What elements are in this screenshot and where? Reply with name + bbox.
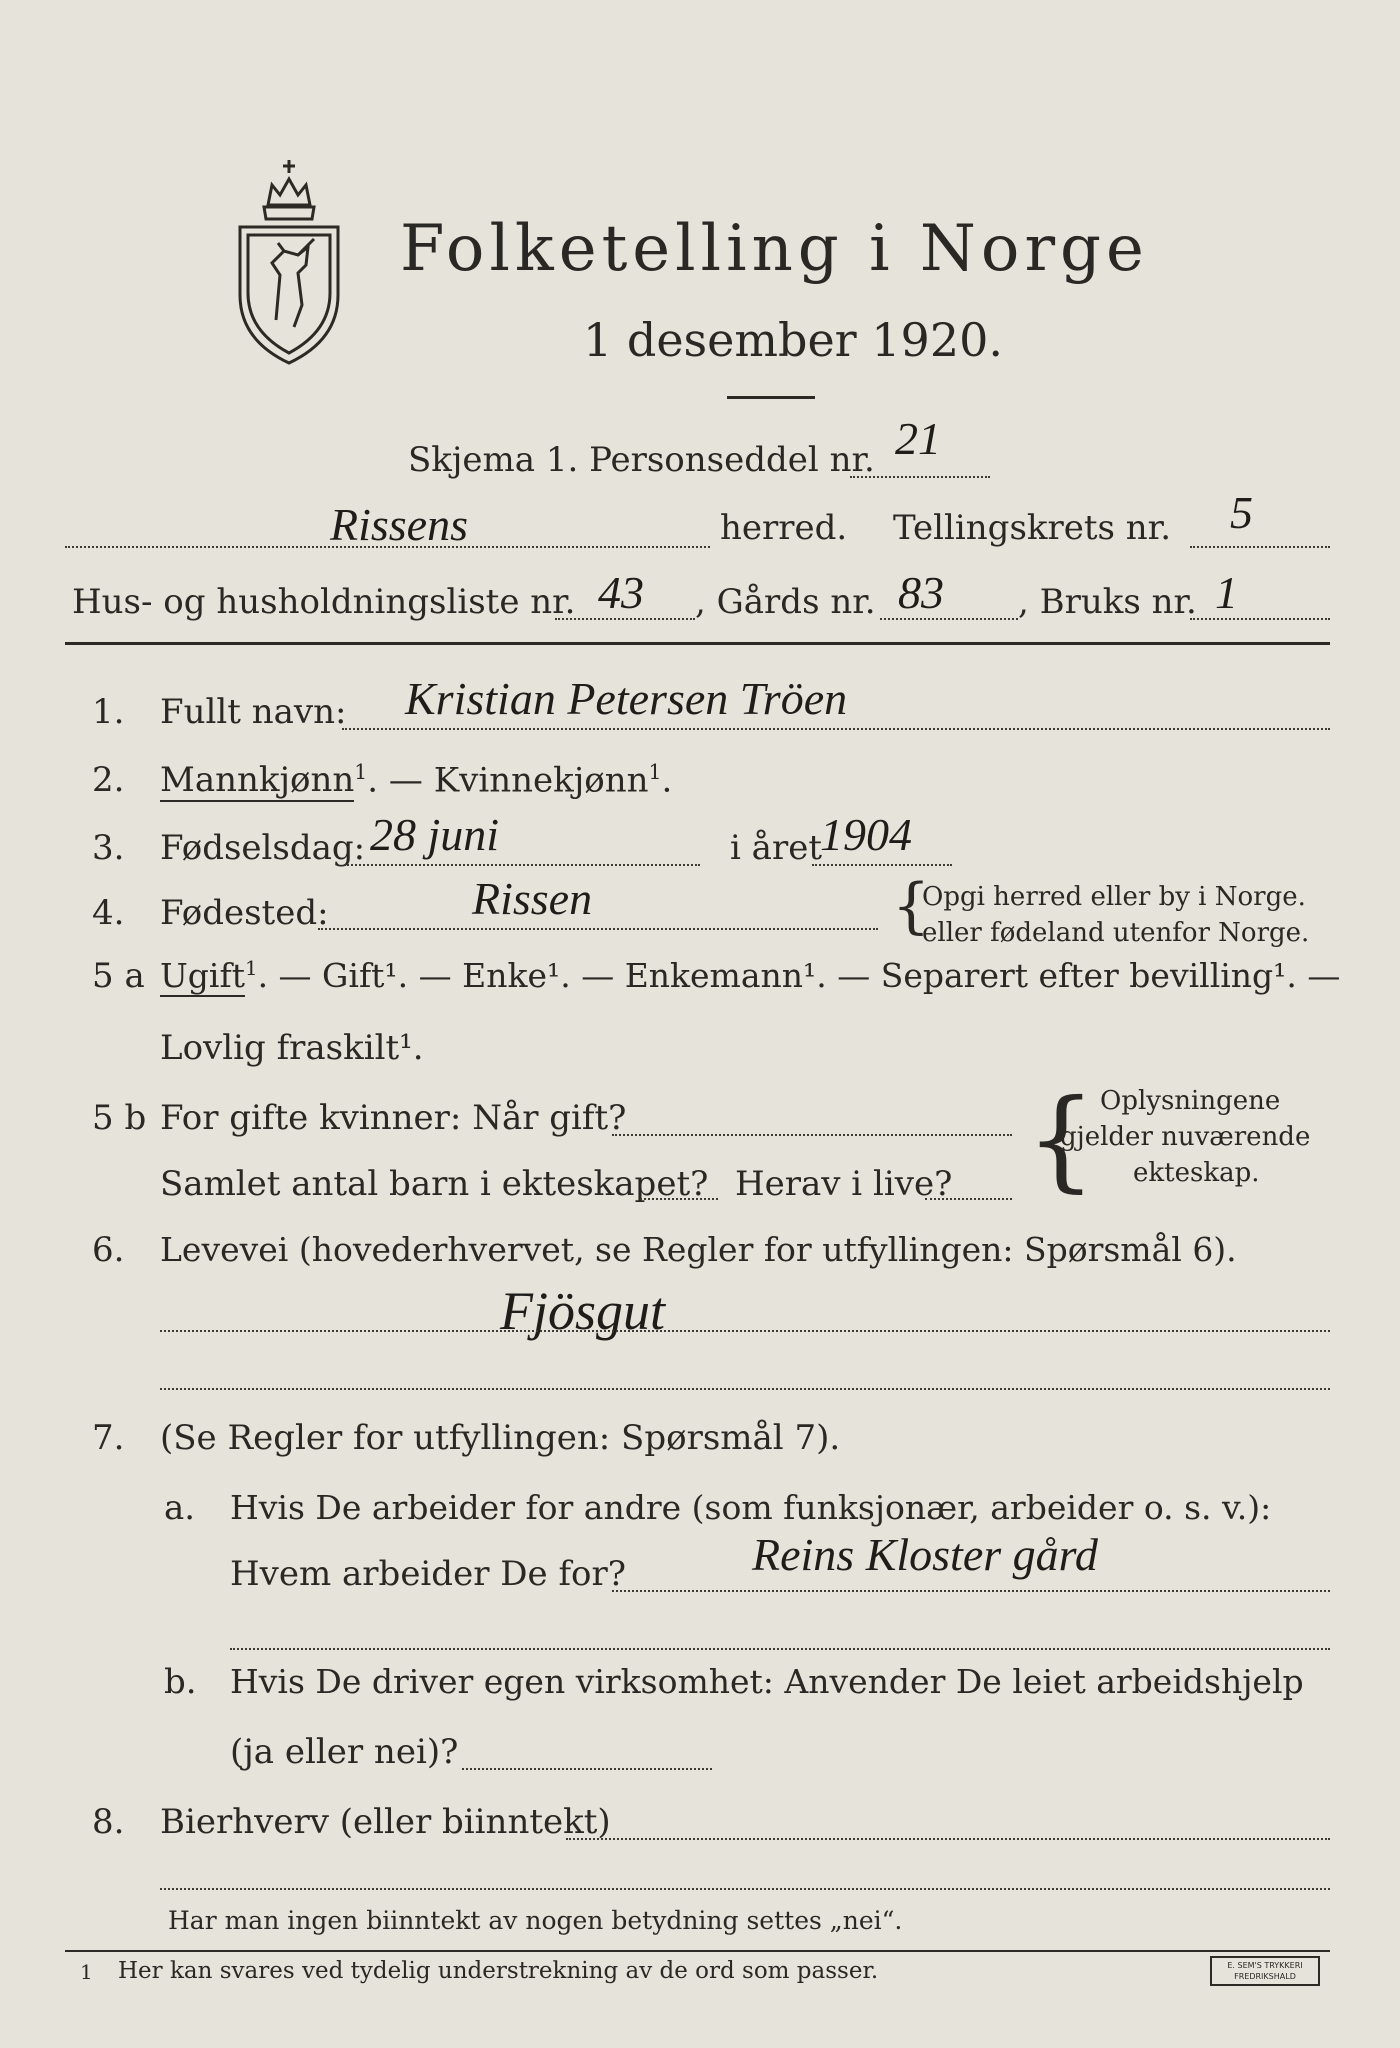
q7a-line1: Hvis De arbeider for andre (som funksjonær, arbeider o. s. v.):: [230, 1488, 1272, 1527]
q7b-line: [462, 1768, 712, 1770]
q6-number: 6.: [92, 1230, 125, 1270]
q5b-label2: Samlet antal barn i ekteskapet?: [160, 1164, 709, 1204]
q8-label: Bierhverv (eller biinntekt): [160, 1802, 611, 1842]
q6-line1: [160, 1330, 1330, 1332]
q7b-line1: Hvis De driver egen virksomhet: Anvender De leiet arbeidshjelp: [230, 1662, 1304, 1701]
q5a-line1: Ugift$^1$. — Gift¹. — Enke¹. — Enkemann¹. — Separert efter bevilling¹. —: [160, 956, 1341, 995]
q1-full-name: Kristian Petersen Tröen: [405, 673, 848, 724]
q7-label: (Se Regler for utfyllingen: Spørsmål 7).: [160, 1418, 841, 1458]
personseddel-number: 21: [895, 413, 941, 464]
q5b-brace: {: [1026, 1075, 1096, 1203]
tellingskrets-line: [1190, 546, 1330, 548]
q7a-extra-line: [230, 1648, 1330, 1650]
tellingskrets-label: Tellingskrets nr.: [893, 508, 1172, 548]
q2-number: 2.: [92, 760, 125, 800]
q5b-note-line1: Oplysningene: [1100, 1086, 1281, 1116]
q4-label: Fødested:: [160, 893, 329, 933]
q2-male-option: Mannkjønn: [160, 760, 355, 801]
q4-birthplace: Rissen: [472, 873, 593, 924]
q2-female-option: Kvinnekjønn: [433, 760, 649, 801]
form-title: Folketelling i Norge: [400, 212, 1149, 286]
husliste-label: Hus- og husholdningsliste nr.: [72, 582, 576, 622]
footnote-text: Her kan svares ved tydelig understrekning av de ord som passer.: [118, 1958, 879, 1984]
bruks-label: , Bruks nr.: [1018, 582, 1197, 622]
bruks-line: [1190, 618, 1330, 620]
q8-line1: [566, 1838, 1330, 1840]
q3-number: 3.: [92, 828, 125, 868]
q5a-ugift-option: Ugift: [160, 956, 245, 995]
printer-mark: [1210, 1956, 1320, 1986]
q3-birth-year: 1904: [820, 809, 912, 860]
q1-line: [342, 728, 1330, 730]
q4-number: 4.: [92, 893, 125, 933]
footer-note: Har man ingen biinntekt av nogen betydning settes „nei“.: [168, 1906, 903, 1935]
herred-value: Rissens: [330, 499, 468, 550]
q5b-label3: Herav i live?: [735, 1164, 953, 1204]
q5b-when-line: [612, 1134, 1012, 1136]
bruks-value: 1: [1215, 567, 1238, 618]
schema-label: Skjema 1. Personseddel nr.: [408, 440, 875, 480]
husliste-value: 43: [598, 567, 644, 618]
q1-label: Fullt navn:: [160, 692, 347, 732]
q5a-line2: Lovlig fraskilt¹.: [160, 1028, 424, 1068]
q5b-alive-line: [925, 1198, 1012, 1200]
q7a-letter: a.: [164, 1488, 196, 1528]
header-rule: [65, 642, 1330, 645]
q7a-employer-line: [612, 1590, 1330, 1592]
gards-value: 83: [898, 567, 944, 618]
footnote-mark: 1: [80, 1960, 93, 1984]
q4-line: [318, 928, 878, 930]
q3-birthdate: 28 juni: [370, 809, 500, 860]
q1-number: 1.: [92, 692, 125, 732]
q6-line2: [160, 1388, 1330, 1390]
personseddel-line: [850, 476, 990, 478]
q2-gender-line: Mannkjønn$^1$. — Kvinnekjønn$^1$.: [160, 760, 673, 801]
q7a-line2: Hvem arbeider De for?: [230, 1554, 626, 1594]
q6-label: Levevei (hovederhvervet, se Regler for utfyllingen: Spørsmål 6).: [160, 1230, 1237, 1269]
q7-number: 7.: [92, 1418, 125, 1458]
q8-line2: [160, 1888, 1330, 1890]
q8-number: 8.: [92, 1802, 125, 1842]
q7b-letter: b.: [164, 1662, 197, 1702]
q5b-label1: For gifte kvinner: Når gift?: [160, 1098, 627, 1138]
gards-label: , Gårds nr.: [695, 582, 876, 622]
q7a-employer: Reins Kloster gård: [752, 1529, 1098, 1580]
q3-year-label: i året: [730, 828, 822, 868]
q3-date-line: [344, 864, 700, 866]
footer-rule: [65, 1950, 1330, 1952]
q4-note-line1: Opgi herred eller by i Norge.: [922, 882, 1306, 912]
printer-name: E. SEM'S TRYKKERI: [1227, 1961, 1303, 1970]
q5a-number: 5 a: [92, 956, 145, 996]
census-date: 1 desember 1920.: [583, 313, 1003, 367]
q4-brace: {: [892, 871, 931, 941]
q6-occupation: Fjösgut: [500, 1281, 666, 1341]
q3-year-line: [812, 864, 952, 866]
herred-label: herred.: [720, 508, 848, 548]
q5b-children-line: [640, 1198, 718, 1200]
printer-city: FREDRIKSHALD: [1234, 1972, 1296, 1981]
q5b-note-line2: gjelder nuværende: [1060, 1122, 1311, 1152]
title-divider: [727, 396, 815, 399]
q5b-number: 5 b: [92, 1098, 147, 1138]
norwegian-coat-of-arms-icon: [228, 155, 350, 370]
q4-note-line2: eller fødeland utenfor Norge.: [922, 918, 1310, 948]
q5b-note-line3: ekteskap.: [1133, 1158, 1260, 1188]
q3-label: Fødselsdag:: [160, 828, 366, 868]
tellingskrets-value: 5: [1230, 487, 1253, 538]
q7b-line2: (ja eller nei)?: [230, 1732, 459, 1772]
